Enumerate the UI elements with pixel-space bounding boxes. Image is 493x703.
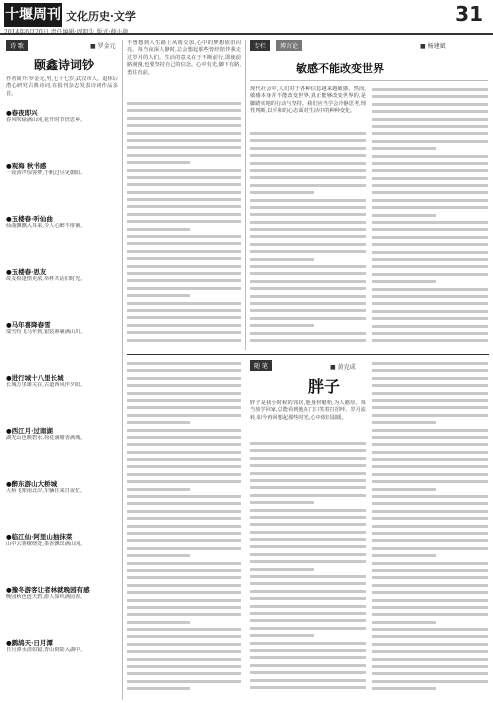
poem-body: 故友相逢情更浓,举杯共话旧时光。 <box>6 276 86 282</box>
poem-body: 瑞雪纷飞马年到,银装素裹满山川。 <box>6 329 86 335</box>
column-tag-2: 博言论 <box>276 40 302 51</box>
section-divider <box>127 354 489 355</box>
essay-byline: ■ 黄克成 <box>330 364 356 371</box>
poem-title: ●临江仙·阿里山抽抹菜 <box>6 533 73 541</box>
article-byline: ■ 杨建斌 <box>420 43 446 50</box>
poem-title: ●进行城十八里长城 <box>6 374 64 382</box>
poetry-title: 颐鑫诗词钞 <box>34 58 95 72</box>
essay-body-col2 <box>372 360 488 698</box>
page-number: 31 <box>455 2 483 26</box>
poetry-byline: ■ 罗金元 <box>90 43 116 50</box>
poem-title: ●鹧鸪天·日月潭 <box>6 639 53 647</box>
column-tag: 专栏 <box>250 40 270 51</box>
essay-body: 胖子是我小时候的邻居,他身材魁梧,为人憨厚。每当放学回家,总能看到他在门口笑着打招呼。岁月流转,如今再回想起那些时光,心中依旧温暖。 <box>250 400 366 421</box>
poem-title: ●西江月·过南湖 <box>6 427 53 435</box>
column-divider-left <box>122 40 123 700</box>
poem-body: 一夜涛声惊客梦,千帆过尽见朝阳。 <box>6 170 86 176</box>
article-body-col2 <box>372 86 488 348</box>
column-divider-mid <box>245 40 246 350</box>
poem-title: ●豫冬游客让者林就晚园有感 <box>6 586 90 594</box>
poem-title: ●观海 秋书感 <box>6 162 47 170</box>
masthead <box>0 0 493 32</box>
poem-body: 仙曲飘飘入耳来,令人心醉不徘徊。 <box>6 223 86 229</box>
middle-lower-text <box>127 360 241 698</box>
essay-title: 胖子 <box>308 377 341 396</box>
poem-body: 大桥飞架南北岸,车辆往来日夜忙。 <box>6 488 86 494</box>
poem-body: 湖光山色映碧水,荷花满塘香满城。 <box>6 435 86 441</box>
poetry-intro: 作者简介:罗金元,男,七十七岁,武汉市人。退休后潜心研究古典诗词,在报刊杂志发表诗词作品多首。 <box>6 76 118 97</box>
poem-title: ●玉楼春·思友 <box>6 268 47 276</box>
article-body-continued <box>250 130 366 348</box>
middle-body: 不曾想到人生路上风雨交加,心中的梦想依旧闪亮。每当夜深人静时,总会想起那些曾经陪伴我走过岁月的人们。生活的意义在于不断前行,即使前路漫漫,也要坚持自己的信念。心中有光,脚下有路,勇往直前。 <box>127 40 241 76</box>
poetry-tag: 诗 歌 <box>6 40 28 51</box>
middle-body-continued <box>127 100 241 350</box>
essay-tag: 随 笔 <box>250 360 272 371</box>
poem-body: 日月潭水清如镜,青山倒影入湖中。 <box>6 647 86 653</box>
section-title: 文化历史·文学 <box>66 10 136 23</box>
article-title-rule <box>250 80 488 81</box>
poem-body: 春风吹绿满山冈,花开时节倍思乡。 <box>6 117 86 123</box>
masthead-logo: 十堰周刊 <box>4 3 62 27</box>
poem-title: ●马年喜降春雪 <box>6 321 51 329</box>
poem-body: 山中云雾缭绕处,茶香飘出满山冈。 <box>6 541 86 547</box>
article-body: 现代社会中,人们对于各种信息越来越敏感。然而,敏感本身并不能改变世界,真正能够改变世界的,是脚踏实地的行动与坚持。我们应当学会冷静思考,理性判断,以平和的心态面对生活中的种种变化。 <box>250 86 366 115</box>
essay-body-continued <box>250 440 366 698</box>
poem-body: 长城万里雄关在,古道西风伴夕阳。 <box>6 382 86 388</box>
poem-title: ●玉楼春·听仙曲 <box>6 215 53 223</box>
masthead-rule <box>0 33 493 35</box>
poem-body: 晚园秋色连天碧,游人如织满园香。 <box>6 594 86 600</box>
poem-title: ●醉东游山大桥城 <box>6 480 58 488</box>
poem-title: ●春夜即兴 <box>6 109 38 117</box>
article-title: 敏感不能改变世界 <box>296 62 384 75</box>
